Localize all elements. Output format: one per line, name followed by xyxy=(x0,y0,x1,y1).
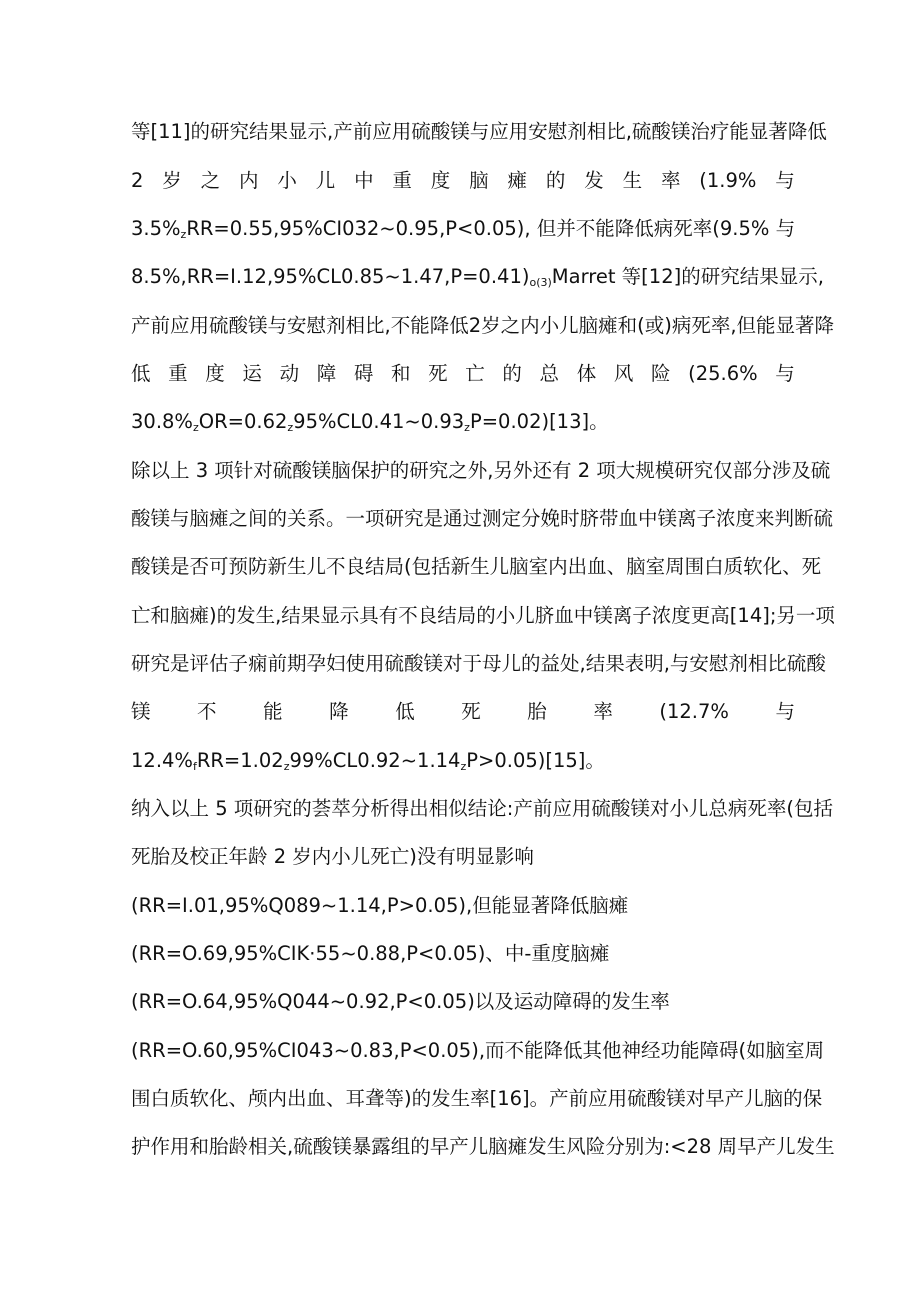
word: 运 xyxy=(242,362,262,385)
word: 不 xyxy=(197,700,217,723)
word: 率 xyxy=(593,700,613,723)
word: 险 xyxy=(650,362,671,385)
text-line: (RR=I.01,95%Q089~1.14,P>0.05),但能显著降低脑瘫 xyxy=(131,894,629,917)
text-line: 酸镁是否可预防新生儿不良结局(包括新生儿脑室内出血、脑室周围白质软化、死 xyxy=(131,555,822,578)
word: 率 xyxy=(660,169,681,192)
text-line: 产前应用硫酸镁与安慰剂相比,不能降低2岁之内小儿脑瘫和(或)病死率,但能显著降 xyxy=(131,314,835,337)
text-line: $8.5\%,RR=I.12,95\%CL0.85\sim 1.47,P=0.41)_{o(3)}Marret$ 等[12]的研究结果显示, xyxy=(131,265,824,289)
word: 之 xyxy=(200,169,221,192)
word: 内 xyxy=(238,169,259,192)
text-line: (RR=O.69,95%CIK·55~0.88,P<0.05)、中-重度脑瘫 xyxy=(131,942,610,965)
text-line: 护作用和胎龄相关,硫酸镁暴露组的早产儿脑瘫发生风险分别为:<28 周早产儿发生 xyxy=(131,1135,835,1158)
word: 碍 xyxy=(353,362,374,385)
text-line: 研究是评估子痫前期孕妇使用硫酸镁对于母儿的益处,结果表明,与安慰剂相比硫酸 xyxy=(131,652,826,675)
word: 岁 xyxy=(162,169,182,192)
text-line: $3.5\%_zRR=0.55,95\%CI032\sim 0.95,P<0.05$), 但并不能降低病死率(9.5% 与 xyxy=(131,217,796,241)
word: 的 xyxy=(502,362,522,385)
text-line xyxy=(131,359,795,389)
word: (25.6% xyxy=(688,362,758,385)
word: 脑 xyxy=(469,169,489,192)
word: 低 xyxy=(131,362,151,385)
text-line: 酸镁与脑瘫之间的关系。一项研究是通过测定分娩时脐带血中镁离子浓度来判断硫 xyxy=(131,507,834,530)
word: 瘫 xyxy=(507,169,528,192)
text-line: (RR=O.60,95%CI043~0.83,P<0.05),而不能降低其他神经功能障碍(如脑室周 xyxy=(131,1039,825,1062)
word: 能 xyxy=(263,700,283,723)
text-line xyxy=(131,697,795,727)
word: 总 xyxy=(539,362,560,385)
word: (1.9% xyxy=(699,169,757,192)
word: 重 xyxy=(392,169,412,192)
word: (12.7% xyxy=(659,700,729,723)
word: 低 xyxy=(395,700,415,723)
word: 重 xyxy=(168,362,188,385)
text-line: $30.8\%_zOR=0.62_z95\%CL0.41\sim 0.93_zP=0.02)[13]$。 xyxy=(131,410,609,434)
text-line: 除以上 3 项针对硫酸镁脑保护的研究之外,另外还有 2 项大规模研究仅部分涉及硫 xyxy=(131,459,831,482)
text-line: 等[11]的研究结果显示,产前应用硫酸镁与应用安慰剂相比,硫酸镁治疗能显著降低 xyxy=(131,120,827,143)
word: 和 xyxy=(390,362,411,385)
word: 儿 xyxy=(315,169,336,192)
word: 的 xyxy=(545,169,566,192)
word: 动 xyxy=(279,362,300,385)
word: 小 xyxy=(277,169,297,192)
word: 死 xyxy=(461,700,481,723)
word: 亡 xyxy=(465,362,485,385)
word: 与 xyxy=(775,362,795,385)
text-line xyxy=(131,166,795,196)
word: 与 xyxy=(775,700,795,723)
text-line: (RR=O.64,95%Q044~0.92,P<0.05)以及运动障碍的发生率 xyxy=(131,990,670,1013)
word: 镁 xyxy=(131,700,151,723)
word: 与 xyxy=(775,169,795,192)
word: 胎 xyxy=(527,700,547,723)
word: 2 xyxy=(131,169,144,192)
text-line: 死胎及校正年龄 2 岁内小儿死亡)没有明显影响 xyxy=(131,845,534,868)
word: 度 xyxy=(205,362,225,385)
text-line: $12.4\%_fRR=1.02_z99\%CL0.92\sim 1.14_zP>0.05)[15]$。 xyxy=(131,749,605,773)
word: 发 xyxy=(584,169,604,192)
word: 死 xyxy=(428,362,448,385)
text-line: 亡和脑瘫)的发生,结果显示具有不良结局的小儿脐血中镁离子浓度更高[14];另一项 xyxy=(131,604,835,627)
word: 风 xyxy=(613,362,634,385)
word: 体 xyxy=(576,362,597,385)
word: 降 xyxy=(329,700,349,723)
word: 生 xyxy=(622,169,643,192)
text-line: 纳入以上 5 项研究的荟萃分析得出相似结论:产前应用硫酸镁对小儿总病死率(包括 xyxy=(131,797,833,820)
word: 度 xyxy=(430,169,451,192)
text-line: 围白质软化、颅内出血、耳聋等)的发生率[16]。产前应用硫酸镁对早产儿脑的保 xyxy=(131,1087,823,1110)
word: 障 xyxy=(316,362,337,385)
word: 中 xyxy=(354,169,374,192)
